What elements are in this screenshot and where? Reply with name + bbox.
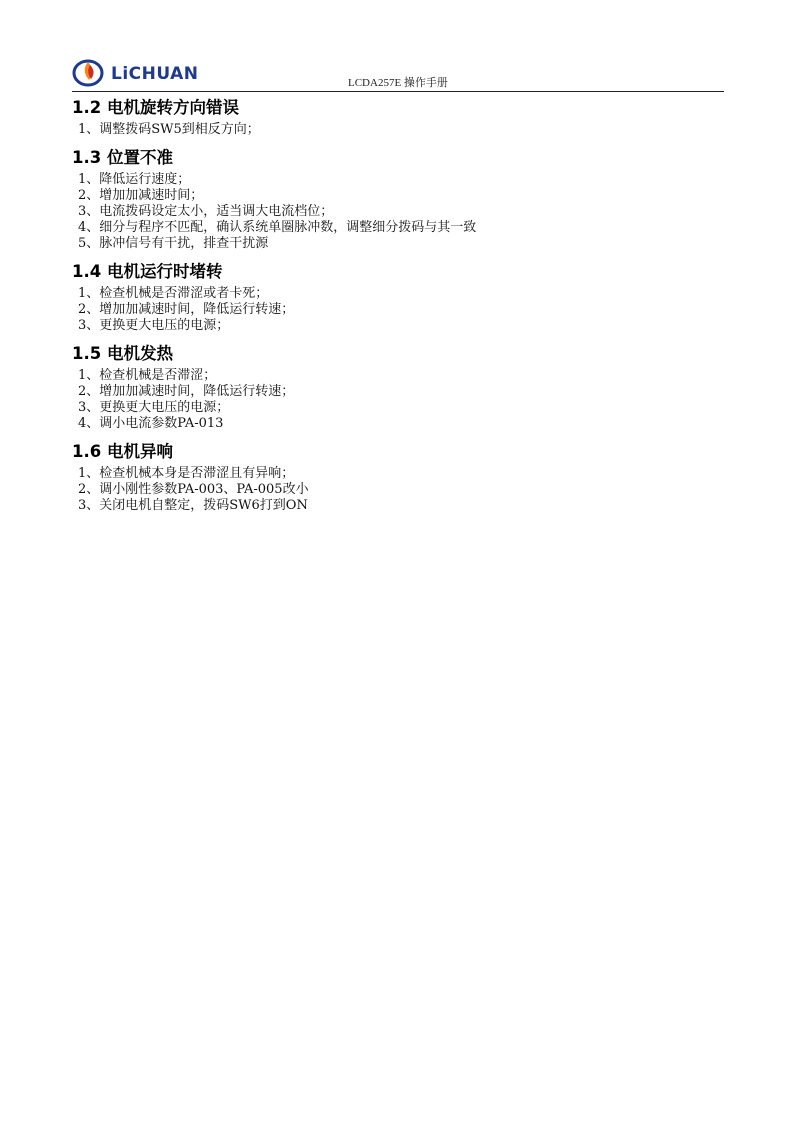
page-header bbox=[72, 54, 724, 92]
section-heading: 1.5 电机发热 bbox=[72, 344, 173, 363]
list-item: 2、增加加减速时间； bbox=[78, 188, 204, 203]
section-list bbox=[72, 122, 724, 138]
section-1-6 bbox=[72, 440, 724, 514]
list-item: 2、增加加减速时间，降低运行转速； bbox=[78, 384, 295, 399]
list-item: 1、检查机械是否滞涩或者卡死； bbox=[78, 286, 269, 301]
list-item: 4、调小电流参数PA-013 bbox=[78, 416, 224, 431]
lichuan-logo-icon bbox=[72, 56, 108, 88]
logo-text: LiCHUAN bbox=[111, 64, 199, 84]
section-heading: 1.3 位置不准 bbox=[72, 148, 173, 167]
list-item: 1、降低运行速度； bbox=[78, 172, 191, 187]
section-list bbox=[72, 368, 724, 432]
section-list bbox=[72, 286, 724, 334]
section-list bbox=[72, 466, 724, 514]
list-item: 3、关闭电机自整定，拨码SW6打到ON bbox=[78, 498, 308, 513]
section-heading: 1.4 电机运行时堵转 bbox=[72, 262, 223, 281]
list-item: 2、增加加减速时间，降低运行转速； bbox=[78, 302, 295, 317]
section-1-5 bbox=[72, 342, 724, 432]
section-1-3 bbox=[72, 146, 724, 252]
document-title: LCDA257E 操作手册 bbox=[348, 77, 448, 89]
list-item: 3、更换更大电压的电源； bbox=[78, 318, 230, 333]
list-item: 3、电流拨码设定太小，适当调大电流档位； bbox=[78, 204, 334, 219]
section-1-2 bbox=[72, 96, 724, 138]
list-item: 5、脉冲信号有干扰，排查干扰源 bbox=[78, 236, 269, 251]
list-item: 1、调整拨码SW5到相反方向； bbox=[78, 122, 260, 137]
list-item: 1、检查机械是否滞涩； bbox=[78, 368, 217, 383]
list-item: 3、更换更大电压的电源； bbox=[78, 400, 230, 415]
list-item: 1、检查机械本身是否滞涩且有异响； bbox=[78, 466, 295, 481]
list-item: 2、调小刚性参数PA-003、PA-005改小 bbox=[78, 482, 309, 497]
section-heading: 1.6 电机异响 bbox=[72, 442, 173, 461]
section-list bbox=[72, 172, 724, 252]
section-1-4 bbox=[72, 260, 724, 334]
company-logo bbox=[72, 56, 199, 88]
section-heading: 1.2 电机旋转方向错误 bbox=[72, 98, 239, 117]
page-content bbox=[72, 96, 724, 514]
list-item: 4、细分与程序不匹配，确认系统单圈脉冲数，调整细分拨码与其一致 bbox=[78, 220, 477, 235]
